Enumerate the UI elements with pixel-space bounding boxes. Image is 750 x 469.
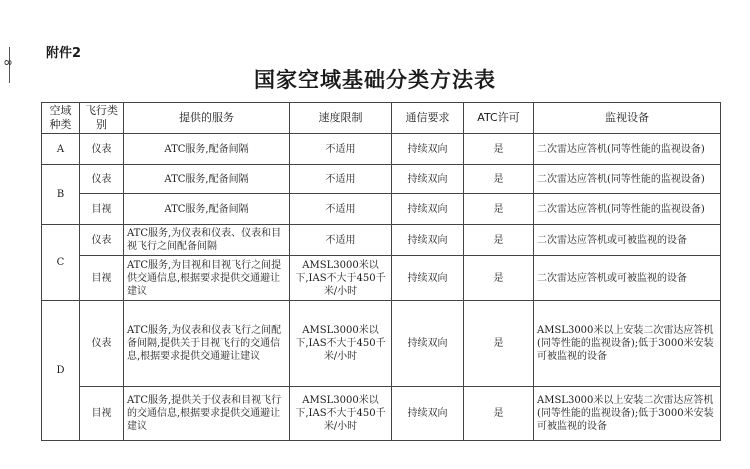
table-row [42, 301, 721, 387]
atc-cell: 是 [464, 225, 534, 256]
surveillance-cell: 二次雷达应答机或可被监视的设备 [534, 256, 721, 301]
services-cell: ATC服务,为仪表和仪表、仪表和目视飞行之间配备间隔 [124, 225, 290, 256]
header-speed-limit: 速度限制 [290, 103, 392, 134]
table-row [42, 165, 721, 194]
table-row [42, 256, 721, 301]
flight-type-cell: 仪表 [80, 165, 124, 194]
class-cell: A [42, 134, 80, 165]
header-airspace-class: 空域种类 [42, 103, 80, 134]
class-cell: B [42, 165, 80, 225]
page-title: 国家空域基础分类方法表 [254, 67, 496, 92]
surveillance-cell: 二次雷达应答机或可被监视的设备 [534, 225, 721, 256]
speed-cell: 不适用 [290, 225, 392, 256]
airspace-classification-table [41, 102, 721, 441]
header-comm: 通信要求 [392, 103, 464, 134]
flight-type-cell: 仪表 [80, 301, 124, 387]
class-cell: C [42, 225, 80, 301]
comm-cell: 持续双向 [392, 387, 464, 441]
comm-cell: 持续双向 [392, 134, 464, 165]
speed-cell: 不适用 [290, 194, 392, 225]
services-cell: ATC服务,配备间隔 [124, 165, 290, 194]
attachment-label: 附件2 [46, 46, 82, 61]
table-row [42, 387, 721, 441]
speed-cell: AMSL3000米以下,IAS不大于450千米/小时 [290, 256, 392, 301]
atc-cell: 是 [464, 301, 534, 387]
flight-type-cell: 目视 [80, 256, 124, 301]
flight-type-cell: 目视 [80, 387, 124, 441]
comm-cell: 持续双向 [392, 165, 464, 194]
header-surveillance: 监视设备 [534, 103, 721, 134]
surveillance-cell: 二次雷达应答机(同等性能的监视设备) [534, 165, 721, 194]
services-cell: ATC服务,提供关于仪表和目视飞行的交通信息,根据要求提供交通避让建议 [124, 387, 290, 441]
surveillance-cell: 二次雷达应答机(同等性能的监视设备) [534, 134, 721, 165]
table-row [42, 134, 721, 165]
surveillance-cell: AMSL3000米以上安装二次雷达应答机(同等性能的监视设备);低于3000米安装可被监视的设备 [534, 387, 721, 441]
header-flight-type: 飞行类别 [80, 103, 124, 134]
flight-type-cell: 目视 [80, 194, 124, 225]
services-cell: ATC服务,配备间隔 [124, 134, 290, 165]
services-cell: ATC服务,为目视和目视飞行之间提供交通信息,根据要求提供交通避让建议 [124, 256, 290, 301]
speed-cell: AMSL3000米以下,IAS不大于450千米/小时 [290, 301, 392, 387]
comm-cell: 持续双向 [392, 301, 464, 387]
atc-cell: 是 [464, 134, 534, 165]
table-row [42, 225, 721, 256]
atc-cell: 是 [464, 165, 534, 194]
header-atc: ATC许可 [464, 103, 534, 134]
flight-type-cell: 仪表 [80, 134, 124, 165]
atc-cell: 是 [464, 194, 534, 225]
comm-cell: 持续双向 [392, 256, 464, 301]
header-services: 提供的服务 [124, 103, 290, 134]
atc-cell: 是 [464, 387, 534, 441]
atc-cell: 是 [464, 256, 534, 301]
services-cell: ATC服务,为仪表和仪表飞行之间配备间隔,提供关于目视飞行的交通信息,根据要求提供交通避让建议 [124, 301, 290, 387]
surveillance-cell: AMSL3000米以上安装二次雷达应答机(同等性能的监视设备);低于3000米安装可被监视的设备 [534, 301, 721, 387]
class-cell: D [42, 301, 80, 441]
header-row [42, 103, 721, 134]
flight-type-cell: 仪表 [80, 225, 124, 256]
comm-cell: 持续双向 [392, 225, 464, 256]
speed-cell: 不适用 [290, 165, 392, 194]
services-cell: ATC服务,配备间隔 [124, 194, 290, 225]
surveillance-cell: 二次雷达应答机(同等性能的监视设备) [534, 194, 721, 225]
speed-cell: 不适用 [290, 134, 392, 165]
comm-cell: 持续双向 [392, 194, 464, 225]
speed-cell: AMSL3000米以下,IAS不大于450千米/小时 [290, 387, 392, 441]
margin-page-number: 8 [1, 59, 13, 66]
table-row [42, 194, 721, 225]
